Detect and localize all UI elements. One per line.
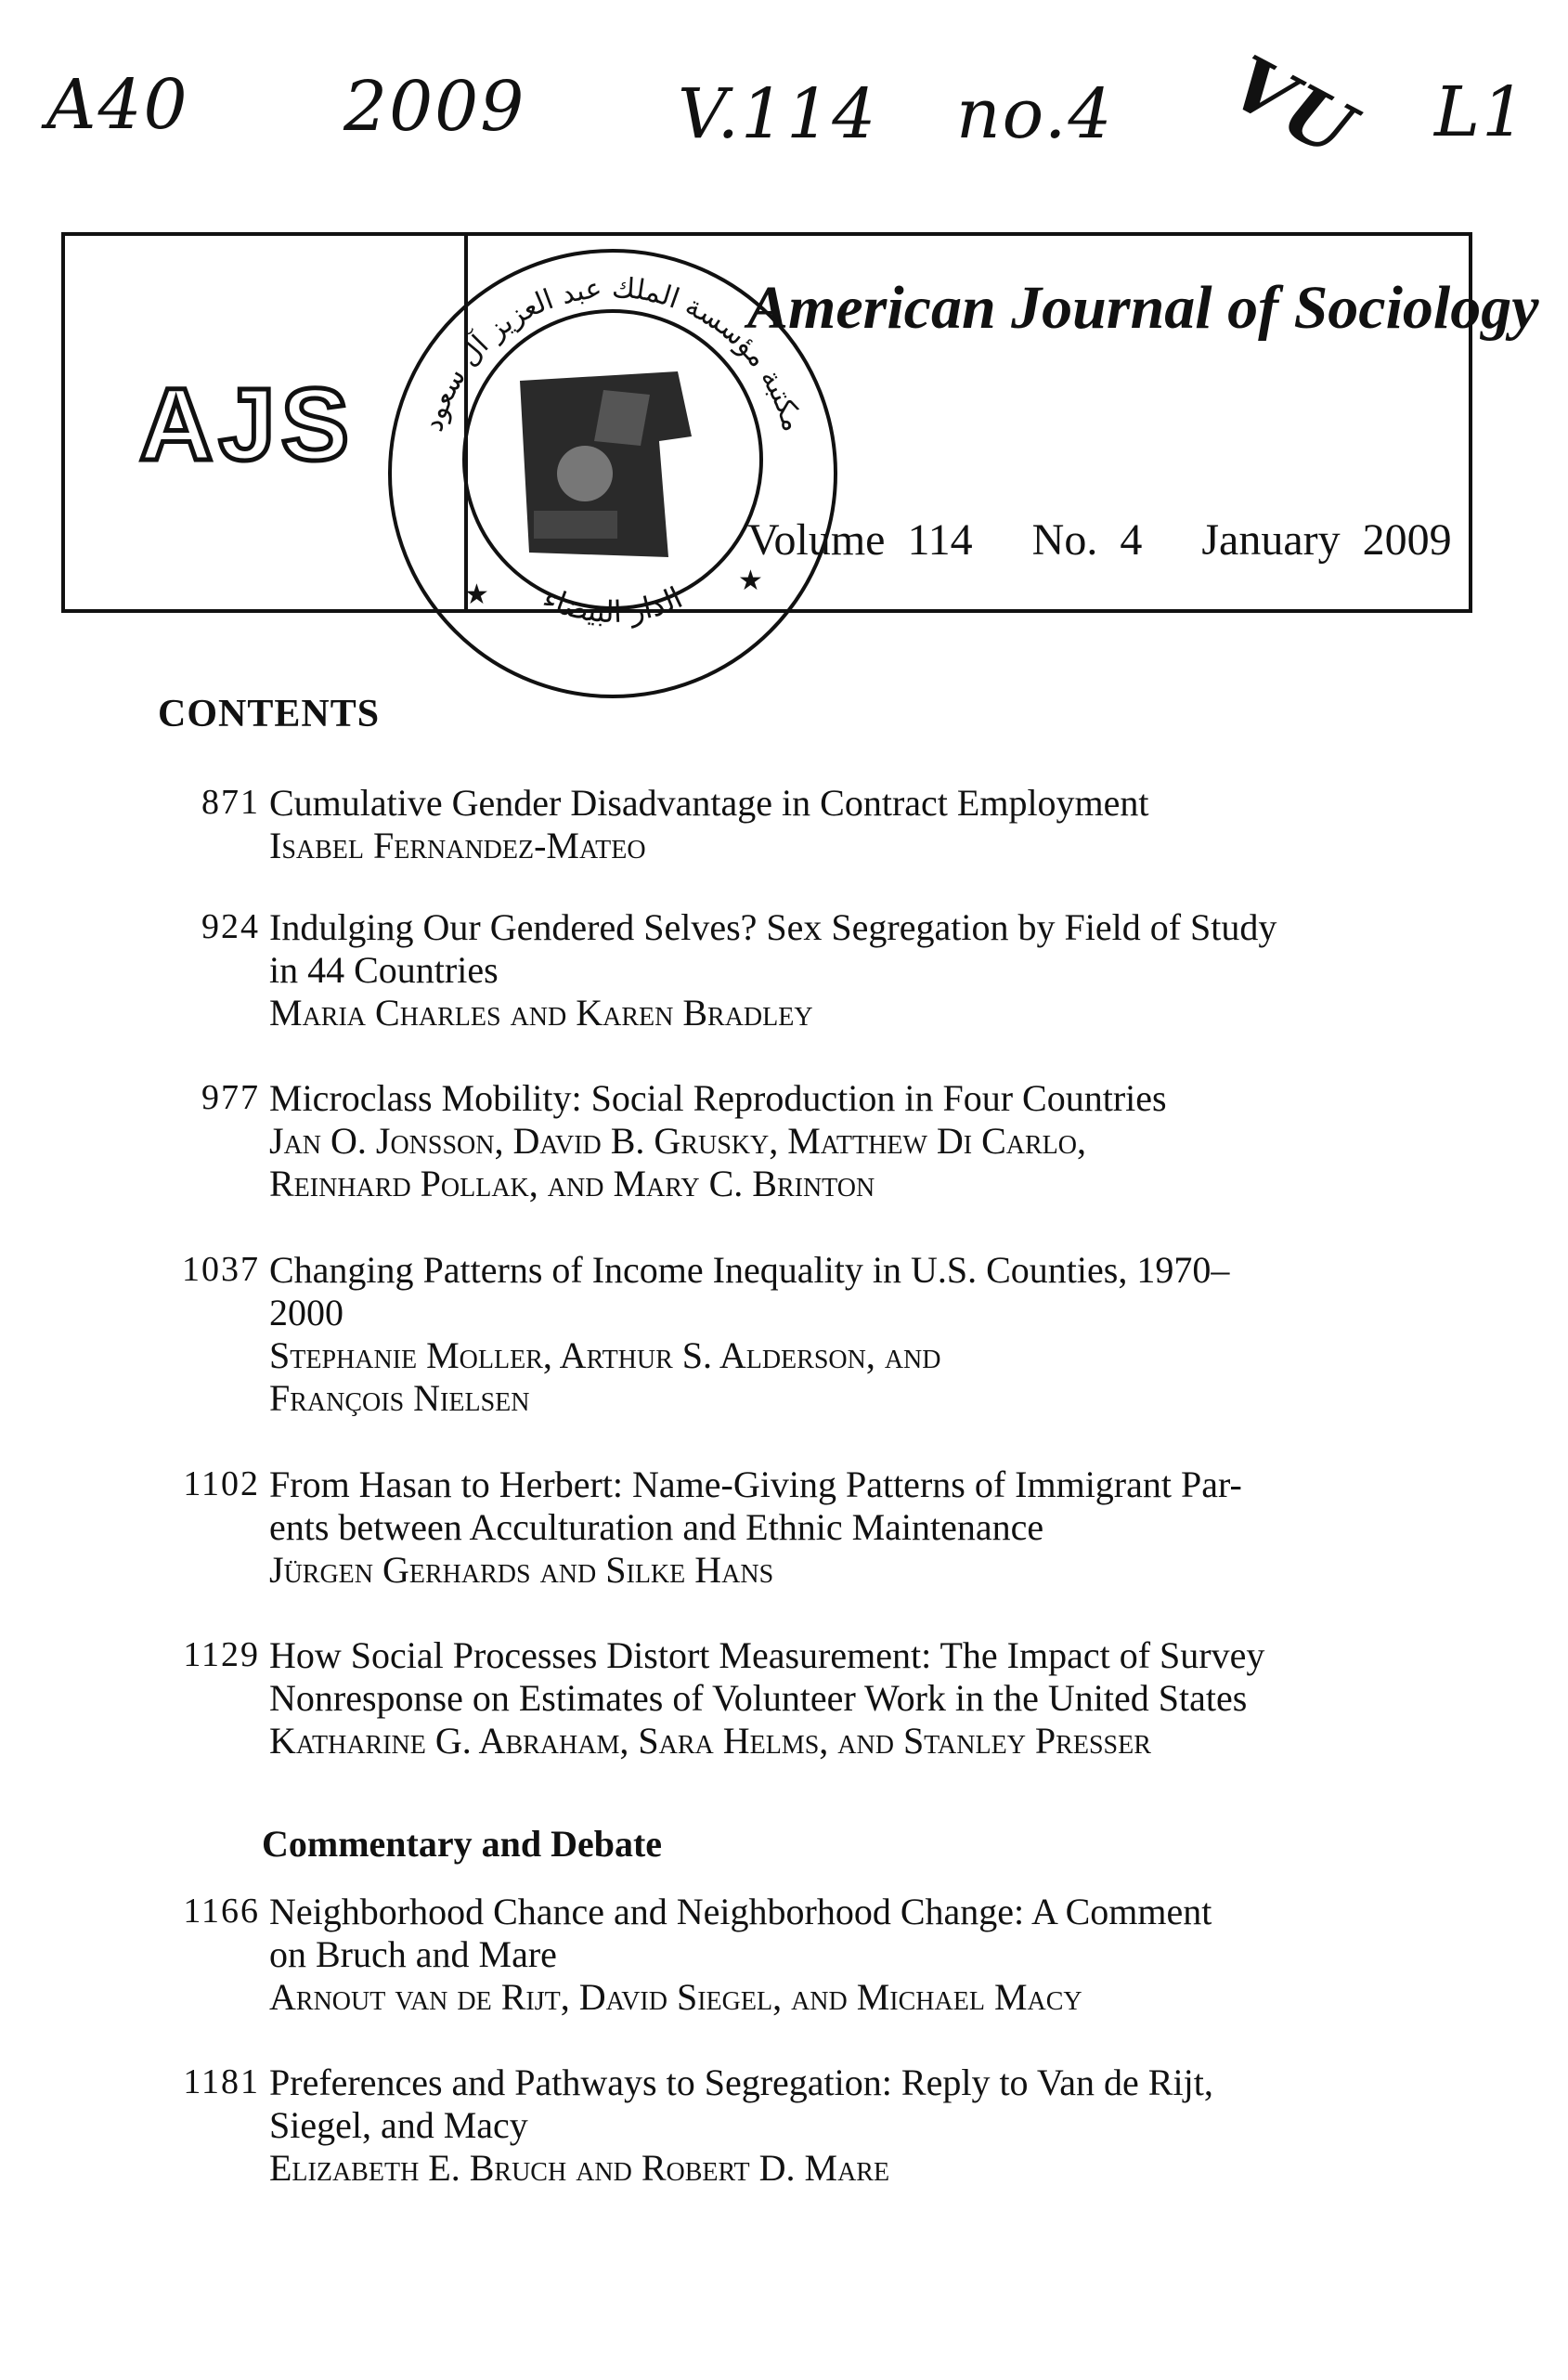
section-heading: Commentary and Debate bbox=[262, 1823, 663, 1865]
toc-title-line: 2000 bbox=[269, 1292, 343, 1333]
toc-title-line: Preferences and Pathways to Segregation: Reply to Van de Rijt, bbox=[269, 2061, 1213, 2103]
toc-title-line: Cumulative Gender Disadvantage in Contract Employment bbox=[269, 782, 1149, 824]
journal-logo: AJS bbox=[139, 368, 355, 482]
toc-title-line: Indulging Our Gendered Selves? Sex Segregation by Field of Study bbox=[269, 906, 1277, 948]
handwritten-call-number: A40 bbox=[46, 65, 189, 145]
toc-page-number: 1102 bbox=[183, 1464, 260, 1503]
toc-author-line: Jürgen Gerhards and Silke Hans bbox=[269, 1549, 774, 1591]
toc-author-line: Arnout van de Rijt, David Siegel, and Michael Macy bbox=[269, 1976, 1082, 2018]
issue-date: January 2009 bbox=[1201, 515, 1452, 565]
toc-page-number: 1037 bbox=[182, 1250, 260, 1289]
toc-author-line: Reinhard Pollak, and Mary C. Brinton bbox=[269, 1163, 875, 1204]
issue-number: No. 4 bbox=[1031, 515, 1143, 565]
handwritten-year: 2009 bbox=[343, 67, 526, 147]
handwritten-volume: V.114 bbox=[678, 74, 878, 154]
toc-page-number: 977 bbox=[201, 1078, 260, 1117]
toc-author-line: Stephanie Moller, Arthur S. Alderson, and bbox=[269, 1334, 941, 1376]
stamp-star-icon: ★ bbox=[738, 565, 763, 597]
toc-page-number: 1181 bbox=[183, 2062, 260, 2101]
stamp-top-text: مكتبة مؤسسة الملك عبد العزيز آل سعود bbox=[416, 271, 810, 436]
toc-author-line: François Nielsen bbox=[269, 1377, 530, 1419]
toc-title-line: Changing Patterns of Income Inequality in U.S. Counties, 1970– bbox=[269, 1249, 1230, 1291]
toc-page-number: 1129 bbox=[183, 1635, 260, 1674]
toc-title-line: Microclass Mobility: Social Reproduction in Four Countries bbox=[269, 1077, 1167, 1119]
library-stamp bbox=[371, 232, 854, 715]
toc-title-line: in 44 Countries bbox=[269, 949, 499, 991]
handwritten-code: L1 bbox=[1434, 72, 1528, 152]
handwritten-number: no.4 bbox=[956, 74, 1114, 154]
stamp-bottom-text: الدار البيضاء bbox=[538, 579, 688, 631]
toc-title-line: From Hasan to Herbert: Name-Giving Patterns of Immigrant Par- bbox=[269, 1463, 1242, 1505]
stamp-star-icon: ★ bbox=[464, 579, 489, 611]
toc-page-number: 871 bbox=[201, 783, 260, 822]
contents-heading: CONTENTS bbox=[158, 693, 381, 735]
toc-page-number: 1166 bbox=[183, 1892, 260, 1931]
issue-line bbox=[747, 514, 1489, 566]
handwritten-mark: VU bbox=[1216, 38, 1369, 176]
journal-title: American Journal of Sociology bbox=[747, 274, 1539, 342]
toc-author-line: Isabel Fernandez-Mateo bbox=[269, 825, 646, 866]
toc-title-line: Nonresponse on Estimates of Volunteer Work in the United States bbox=[269, 1677, 1248, 1719]
toc-author-line: Maria Charles and Karen Bradley bbox=[269, 992, 813, 1034]
issue-volume: Volume 114 bbox=[747, 515, 973, 565]
toc-title-line: Siegel, and Macy bbox=[269, 2104, 528, 2146]
toc-page-number: 924 bbox=[201, 907, 260, 946]
stamp-emblem-icon bbox=[520, 371, 692, 557]
toc-title-line: Neighborhood Chance and Neighborhood Change: A Comment bbox=[269, 1891, 1212, 1932]
toc-author-line: Elizabeth E. Bruch and Robert D. Mare bbox=[269, 2147, 890, 2189]
toc-author-line: Jan O. Jonsson, David B. Grusky, Matthew Di Carlo, bbox=[269, 1120, 1086, 1162]
toc-author-line: Katharine G. Abraham, Sara Helms, and Stanley Presser bbox=[269, 1720, 1151, 1762]
toc-title-line: on Bruch and Mare bbox=[269, 1933, 557, 1975]
toc-title-line: ents between Acculturation and Ethnic Maintenance bbox=[269, 1506, 1044, 1548]
toc-title-line: How Social Processes Distort Measurement: The Impact of Survey bbox=[269, 1634, 1265, 1676]
